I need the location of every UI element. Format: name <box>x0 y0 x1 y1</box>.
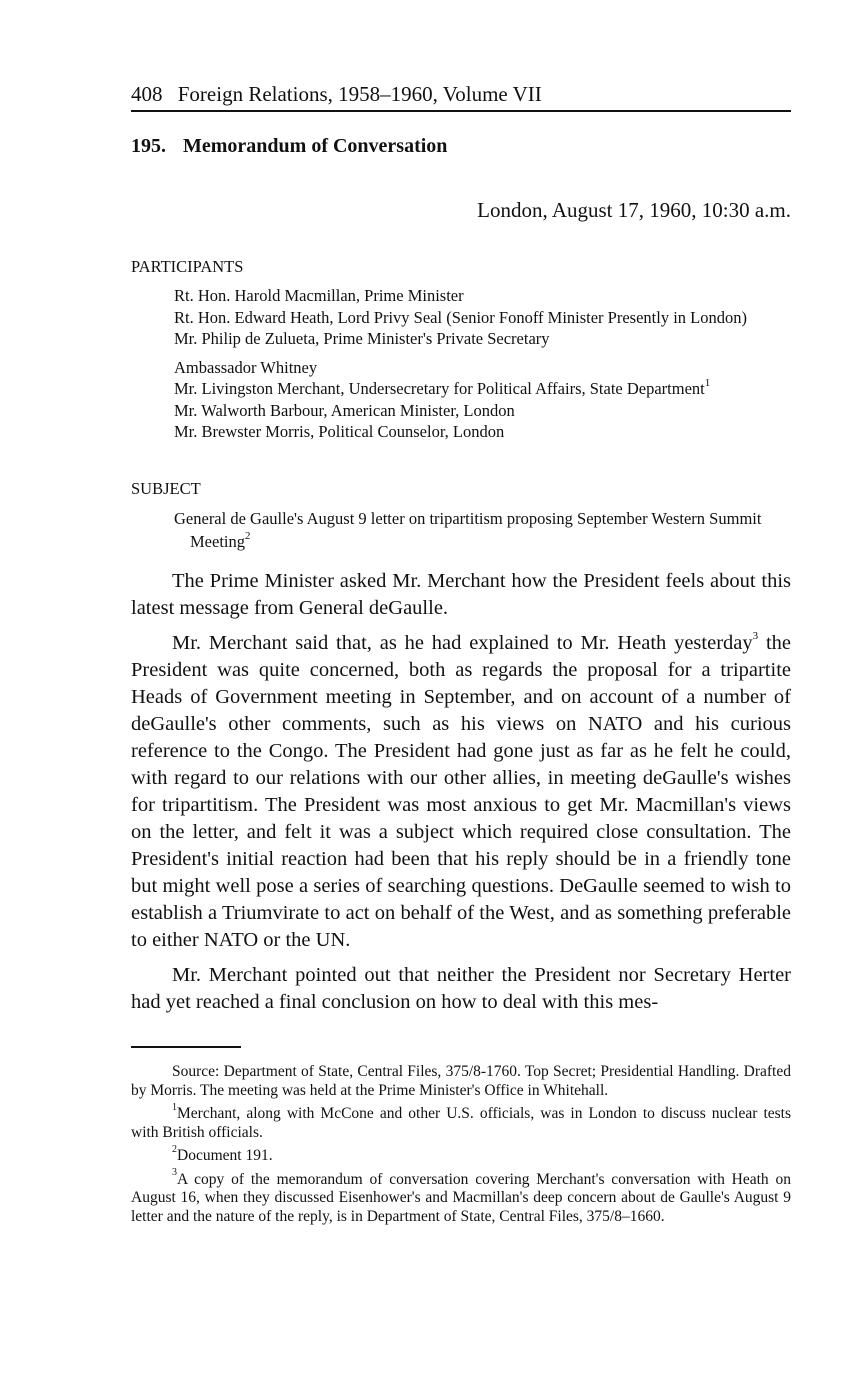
page-number: 408 <box>131 82 163 106</box>
running-head <box>131 80 791 112</box>
document-title-text: Memorandum of Conversation <box>183 135 448 157</box>
series-title: Foreign Relations, 1958–1960, Volume VII <box>177 82 542 106</box>
participants-list <box>174 285 792 443</box>
participant-item: Ambassador Whitney <box>174 357 318 377</box>
body-text <box>131 568 791 1024</box>
footnote-marker: 2 <box>172 1143 177 1155</box>
footnote-marker: 3 <box>752 630 759 643</box>
footnote-text: Merchant, along with McCone and other U.S. officials, was in London to discuss nuclear tests with British officials. <box>131 1105 791 1141</box>
subject-line: General de Gaulle's August 9 letter on tripartitism proposing September Western Summit Meeting <box>174 509 762 551</box>
footnote-marker: 3 <box>172 1167 177 1179</box>
footnote-marker: 1 <box>704 376 711 389</box>
document-title <box>131 132 791 160</box>
participant-item-merchant <box>174 378 792 400</box>
subject-label: SUBJECT <box>131 479 201 498</box>
body-paragraph: Mr. Merchant pointed out that neither the President nor Secretary Herter had yet reached a final conclusion on how to deal with this mes- <box>131 964 791 1013</box>
footnote <box>131 1101 791 1142</box>
body-paragraph <box>131 630 791 954</box>
document-number: 195. <box>131 135 166 157</box>
body-paragraph: The Prime Minister asked Mr. Merchant how the President feels about this latest message from General deGaulle. <box>131 570 791 619</box>
participant-item-text: Mr. Livingston Merchant, Undersecretary for Political Affairs, State Department <box>174 379 705 398</box>
footnote-text: A copy of the memorandum of conversation covering Merchant's conversation with Heath on August 16, when they discussed Eisenhower's and Macmillan's deep concern about de Gaulle's August 9 letter and the nature of the reply, is in Department of State, Central Files, 375/8–1660. <box>131 1170 791 1225</box>
dateline: London, August 17, 1960, 10:30 a.m. <box>477 198 791 222</box>
footnote-marker: 2 <box>245 529 251 542</box>
footnote-marker: 1 <box>172 1101 177 1113</box>
participant-item: Rt. Hon. Harold Macmillan, Prime Minister <box>174 286 464 305</box>
participant-item: Mr. Philip de Zulueta, Prime Minister's Private Secretary <box>174 329 550 348</box>
body-text-segment: Mr. Merchant said that, as he had explained to Mr. Heath yesterday <box>172 632 753 654</box>
footnotes <box>131 1063 791 1231</box>
footnote-divider <box>131 1046 241 1048</box>
participant-item: Mr. Brewster Morris, Political Counselor, London <box>174 422 505 441</box>
footnote <box>131 1167 791 1227</box>
source-note: Source: Department of State, Central Files, 375/8-1760. Top Secret; Presidential Handling. Drafted by Morris. The meeting was held at the Prime Minister's Office in Whitehall. <box>131 1063 791 1099</box>
participants-label: PARTICIPANTS <box>131 257 244 276</box>
subject-text <box>174 507 790 553</box>
participant-item: Mr. Walworth Barbour, American Minister, London <box>174 400 515 420</box>
participant-item: Rt. Hon. Edward Heath, Lord Privy Seal (Senior Fonoff Minister Presently in London) <box>174 307 747 327</box>
footnote <box>131 1143 791 1166</box>
body-text-segment: the President was quite concerned, both as regards the proposal for a tripartite Heads of Government meeting in September, and on account of a number of deGaulle's other comments, such as his views on NATO and his curious reference to the Congo. The President had gone just as far as he felt he could, with regard to our relations with our other allies, in meeting deGaulle's wishes for tripartitism. The President was most anxious to get Mr. Macmillan's views on the letter, and felt it was a subject which required close consultation. The President's initial reaction had been that his reply should be in a friendly tone but might well pose a series of searching questions. DeGaulle seemed to wish to establish a Triumvirate to act on behalf of the West, and as something preferable to either NATO or the UN. <box>131 632 791 951</box>
footnote-text: Document 191. <box>177 1147 273 1164</box>
